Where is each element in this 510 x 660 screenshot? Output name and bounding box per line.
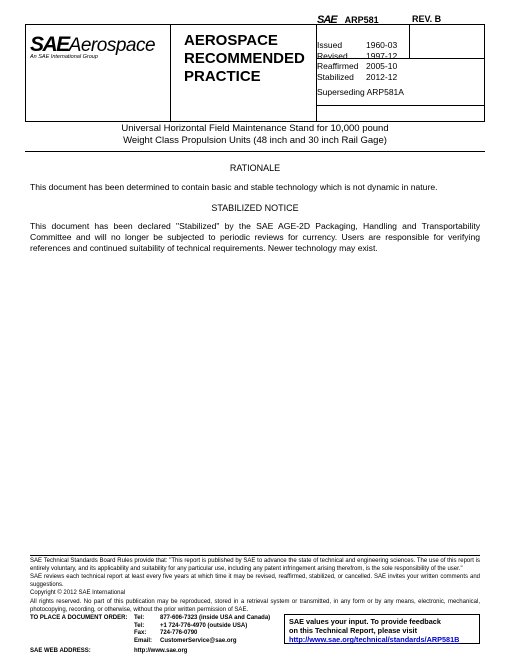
- logo-sae-text: SAE: [30, 33, 69, 56]
- contact-value: 877-606-7323 (inside USA and Canada): [160, 615, 271, 621]
- document-number-text: ARP581: [344, 15, 379, 25]
- footer-divider: [30, 555, 480, 556]
- order-label: TO PLACE A DOCUMENT ORDER:: [30, 615, 128, 621]
- date-label: Stabilized: [317, 71, 354, 82]
- date-value: 2012-12: [366, 71, 398, 82]
- document-title: [25, 123, 485, 147]
- contact-key: Fax:: [134, 630, 147, 637]
- date-row: [317, 40, 397, 51]
- date-label: Reaffirmed: [317, 61, 359, 71]
- feedback-link[interactable]: http://www.sae.org/technical/standards/ARP581B: [289, 635, 460, 644]
- contact-key: Tel:: [134, 622, 145, 629]
- divider: [170, 25, 171, 122]
- contact-value: +1 724-776-4970 (outside USA): [160, 622, 248, 629]
- feedback-text: SAE values your input. To provide feedback: [289, 617, 441, 626]
- divider: [25, 151, 485, 152]
- date-value: 1997-12: [366, 50, 398, 61]
- superseding-text: Superseding ARP581A: [317, 87, 404, 97]
- sae-mini-logo: SAE: [317, 14, 337, 26]
- document-title-line: Universal Horizontal Field Maintenance Stand for 10,000 pound: [121, 123, 389, 134]
- date-label: Issued: [317, 40, 343, 50]
- date-history: [317, 40, 397, 82]
- date-row: [317, 72, 397, 83]
- revision-label: REV. B: [412, 14, 442, 24]
- date-row: [317, 61, 397, 72]
- contact-key: Tel:: [134, 615, 145, 621]
- sae-aerospace-logo: [30, 33, 155, 60]
- title-line: RECOMMENDED: [184, 50, 305, 67]
- title-line: AEROSPACE: [184, 32, 278, 49]
- contact-value: 724-776-0790: [160, 630, 198, 637]
- web-address-label: SAE WEB ADDRESS:: [30, 648, 91, 654]
- rationale-text: This document has been determined to contain basic and stable technology which is not dynamic in nature.: [30, 182, 438, 192]
- feedback-box: [284, 614, 480, 644]
- stabilized-text: This document has been declared "Stabilized" by the SAE AGE-2D Packaging, Handling and Transportability Committee and will no longer be subjected to periodic reviews for currency. Users are responsible for verifying references and continued suitability of technical requirements. Newer technology may exist.: [30, 221, 480, 253]
- title-line: PRACTICE: [184, 68, 261, 85]
- logo-group-text: An SAE International Group: [30, 54, 98, 60]
- date-value: 1960-03: [366, 40, 398, 50]
- document-number: [317, 14, 379, 26]
- document-type-title: [184, 32, 305, 86]
- divider: [316, 105, 485, 106]
- footer-note: SAE reviews each technical report at least every five years at which time it may be revised, reaffirmed, stabilized, or cancelled. SAE invites your written comments and suggestions.: [30, 574, 480, 588]
- rationale-heading: RATIONALE: [229, 163, 281, 173]
- divider: [409, 25, 410, 58]
- copyright-text: Copyright © 2012 SAE International: [30, 590, 126, 596]
- feedback-text: on this Technical Report, please visit: [289, 626, 417, 635]
- footer-note: SAE Technical Standards Board Rules provide that: "This report is published by SAE to advance the state of technical and engineering sciences. The use of this report is entirely voluntary, and its applicability and suitability for any particular use, including any patent infringement arising therefrom, is the sole responsibility of the user.": [30, 558, 480, 572]
- header-table: [25, 24, 485, 122]
- contact-key: Email:: [134, 637, 153, 644]
- web-address-link[interactable]: http://www.sae.org: [134, 648, 188, 654]
- document-title-line: Weight Class Propulsion Units (48 inch and 30 inch Rail Gage): [123, 135, 387, 146]
- stabilized-heading: STABILIZED NOTICE: [211, 203, 299, 213]
- logo-aerospace-text: Aerospace: [68, 35, 156, 56]
- rights-text: All rights reserved. No part of this publication may be reproduced, stored in a retrieval system or transmitted, in any form or by any means, electronic, mechanical, photocopying, recording, or otherwise, without the prior written permission of SAE.: [30, 599, 480, 613]
- date-label: Revised: [317, 50, 348, 61]
- date-value: 2005-10: [366, 61, 398, 71]
- date-row: [317, 51, 397, 62]
- contact-email-link[interactable]: CustomerService@sae.org: [160, 637, 237, 644]
